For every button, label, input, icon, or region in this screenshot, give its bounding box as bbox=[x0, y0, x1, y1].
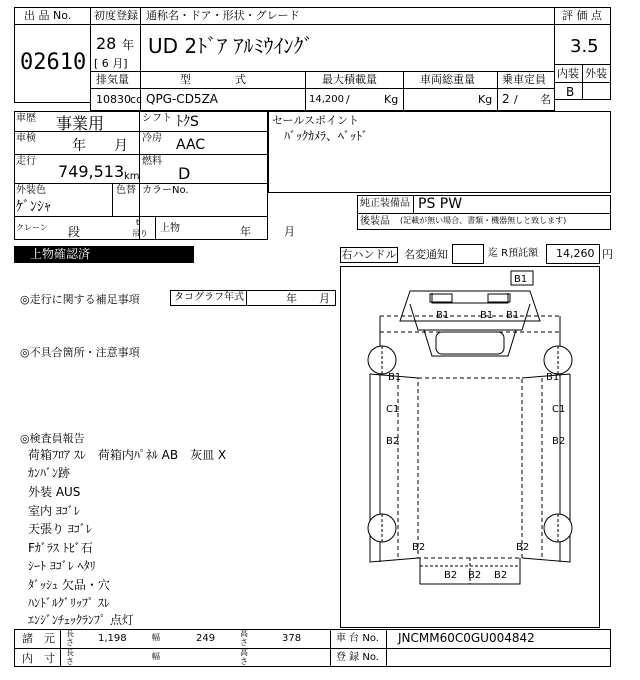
inspection-label: 車検 bbox=[16, 133, 36, 144]
height-label: 高 bbox=[240, 629, 248, 638]
inspector-line: Fｶﾞﾗｽ ﾄﾋﾞ石 bbox=[28, 541, 93, 555]
inspector-line: ｶﾝﾊﾞﾝ跡 bbox=[28, 466, 71, 480]
defects-title: ◎不具合箇所・注意事項 bbox=[20, 346, 140, 359]
length-label: 長 bbox=[66, 629, 74, 638]
dimensions-label: 諸 元 bbox=[22, 632, 55, 645]
history-label: 車歴 bbox=[16, 113, 36, 124]
interior-grade-label: 内装 bbox=[557, 67, 579, 80]
model-value: QPG-CD5ZA bbox=[146, 92, 218, 106]
color-label: 外装色 bbox=[16, 185, 46, 196]
max-load-separator: / bbox=[346, 93, 350, 106]
upper-label: 上物 bbox=[160, 223, 180, 234]
inspector-report-title: ◎検査員報告 bbox=[20, 432, 85, 445]
lot-number: 02610 bbox=[20, 50, 87, 75]
damage-mark: B2 bbox=[386, 436, 400, 447]
damage-mark: B1 bbox=[436, 310, 450, 321]
displacement-unit: cc bbox=[130, 93, 143, 106]
tachograph-label: タコグラフ年式 bbox=[174, 292, 244, 303]
registration-label: 登 録 No. bbox=[336, 652, 379, 663]
chassis-label: 車 台 No. bbox=[336, 633, 379, 644]
yen-unit: 円 bbox=[602, 248, 613, 261]
fuel-label: 燃料 bbox=[142, 156, 162, 167]
crane-ton: t bbox=[136, 218, 140, 227]
truck-damage-diagram bbox=[340, 266, 600, 628]
exterior-grade-label: 外装 bbox=[585, 67, 607, 80]
first-registration-month: [ 6 月] bbox=[94, 57, 128, 70]
width-label: 幅 bbox=[152, 633, 160, 642]
year-unit: 年 bbox=[122, 38, 135, 52]
vehicle-description-label: 通称名・ドア・形状・グレード bbox=[146, 9, 300, 22]
damage-mark: B1 bbox=[506, 310, 520, 321]
color-value: ｹﾞﾝｼｬ bbox=[16, 199, 51, 215]
capacity-value: 2 bbox=[502, 92, 510, 106]
sales-point-value: ﾊﾞｯｸｶﾒﾗ、ﾍﾞｯﾄﾞ bbox=[284, 129, 369, 143]
damage-mark: B2 bbox=[516, 542, 530, 553]
inner-height-label-2: さ bbox=[240, 657, 248, 666]
ac-label: 冷房 bbox=[142, 133, 162, 144]
inspection-reading-label: 迄 R預託額 bbox=[488, 248, 539, 259]
inspector-line: 外装 AUS bbox=[28, 485, 81, 499]
overall-grade: 3.5 bbox=[570, 36, 599, 57]
width-value: 249 bbox=[196, 633, 216, 644]
inner-length-label: 長 bbox=[66, 648, 74, 657]
damage-mark: B2 bbox=[494, 570, 508, 581]
damage-mark: B2 bbox=[552, 436, 566, 447]
right-handle-badge: 右ハンドル bbox=[341, 248, 397, 261]
inner-dimensions-label: 内 寸 bbox=[22, 652, 55, 665]
grade-label: 評 価 点 bbox=[562, 9, 602, 22]
lot-number-label: 出 品 No. bbox=[24, 9, 72, 22]
damage-mark: C1 bbox=[386, 404, 400, 415]
equipment-label: 純正装備品 bbox=[360, 198, 410, 209]
damage-mark: B2 bbox=[444, 570, 458, 581]
mileage-value: 749,513 bbox=[58, 162, 125, 181]
max-load-value: 14,200 bbox=[309, 94, 344, 105]
length-label-2: さ bbox=[66, 638, 74, 647]
shift-value: ﾄｸS bbox=[176, 114, 199, 130]
max-load-label: 最大積載量 bbox=[322, 73, 377, 86]
length-value: 1,198 bbox=[98, 633, 127, 644]
interior-grade: B bbox=[566, 85, 575, 99]
damage-mark: C1 bbox=[552, 404, 566, 415]
upper-confirmed-banner: 上物確認済 bbox=[14, 246, 194, 263]
max-load-unit: Kg bbox=[384, 93, 399, 106]
inner-height-label: 高 bbox=[240, 648, 248, 657]
capacity-separator: / bbox=[514, 93, 518, 106]
inspector-line: ｴﾝｼﾞﾝﾁｪｯｸﾗﾝﾌﾟ 点灯 bbox=[28, 613, 134, 627]
damage-mark: B2 bbox=[412, 542, 426, 553]
damage-mark: B1 bbox=[388, 372, 402, 383]
crane-label: クレーン bbox=[16, 223, 48, 232]
first-registration-label: 初度登録 bbox=[94, 9, 138, 22]
height-value: 378 bbox=[282, 633, 302, 644]
inner-length-label-2: さ bbox=[66, 657, 74, 666]
mileage-label: 走行 bbox=[16, 156, 36, 167]
fuel-value: D bbox=[178, 164, 191, 183]
sales-point-label: セールスポイント bbox=[272, 114, 360, 127]
inspector-line: 荷箱ﾌﾛｱ ｽﾚ 荷箱内ﾊﾟﾈﾙ AB 灰皿 X bbox=[28, 448, 227, 462]
color-code-label: カラーNo. bbox=[142, 185, 189, 196]
displacement-value: 10830 bbox=[96, 93, 131, 106]
inspector-line: 天張り ﾖｺﾞﾚ bbox=[28, 522, 92, 536]
capacity-label: 乗車定員 bbox=[502, 73, 546, 86]
first-registration-year: 28 bbox=[96, 34, 117, 53]
height-label-2: さ bbox=[240, 638, 248, 647]
model-label: 型 式 bbox=[180, 73, 246, 86]
aftermarket-note: (記載が無い場合、書類・機器無しと致します) bbox=[400, 216, 567, 225]
equipment-value: PS PW bbox=[418, 196, 463, 212]
gross-weight-unit: Kg bbox=[478, 93, 493, 106]
damage-mark: B1 bbox=[546, 372, 560, 383]
recycle-deposit-value: 14,260 bbox=[556, 247, 595, 260]
inspector-line: ﾀﾞｯｼｭ 欠品・穴 bbox=[28, 578, 110, 592]
upper-date: 年 月 bbox=[240, 225, 295, 238]
name-change-box bbox=[452, 244, 484, 264]
ac-value: AAC bbox=[176, 137, 206, 153]
aftermarket-label: 後装品 bbox=[360, 216, 390, 227]
mileage-unit: km bbox=[124, 171, 140, 182]
crane-hanging: 吊り bbox=[132, 229, 148, 238]
vehicle-name: UD 2ﾄﾞｱ ｱﾙﾐｳｲﾝｸﾞ bbox=[148, 34, 314, 58]
tachograph-value: 年 月 bbox=[286, 292, 330, 305]
capacity-unit: 名 bbox=[540, 93, 551, 106]
inspector-line: 室内 ﾖｺﾞﾚ bbox=[28, 504, 80, 518]
chassis-value: JNCMM60C0GU004842 bbox=[398, 631, 535, 645]
inner-width-label: 幅 bbox=[152, 652, 160, 661]
inspector-line: ｼｰﾄ ﾖｺﾞﾚ ﾍﾀﾘ bbox=[28, 559, 96, 573]
running-notes-title: ◎走行に関する補足事項 bbox=[20, 293, 140, 306]
damage-mark: B1 bbox=[480, 310, 494, 321]
history-value: 事業用 bbox=[56, 114, 105, 133]
color-change-label: 色替 bbox=[116, 185, 136, 196]
inspector-line: ﾊﾝﾄﾞﾙｸﾞﾘｯﾌﾟ ｽﾚ bbox=[28, 596, 110, 610]
gross-weight-label: 車両総重量 bbox=[420, 73, 475, 86]
name-change-label: 名変通知 bbox=[404, 248, 448, 261]
displacement-label: 排気量 bbox=[96, 73, 129, 86]
inspection-value: 年 月 bbox=[72, 138, 128, 154]
crane-stage: 段 bbox=[68, 225, 81, 239]
damage-mark: B2 bbox=[468, 570, 482, 581]
shift-label: シフト bbox=[142, 113, 172, 124]
damage-mark: B1 bbox=[514, 274, 528, 285]
